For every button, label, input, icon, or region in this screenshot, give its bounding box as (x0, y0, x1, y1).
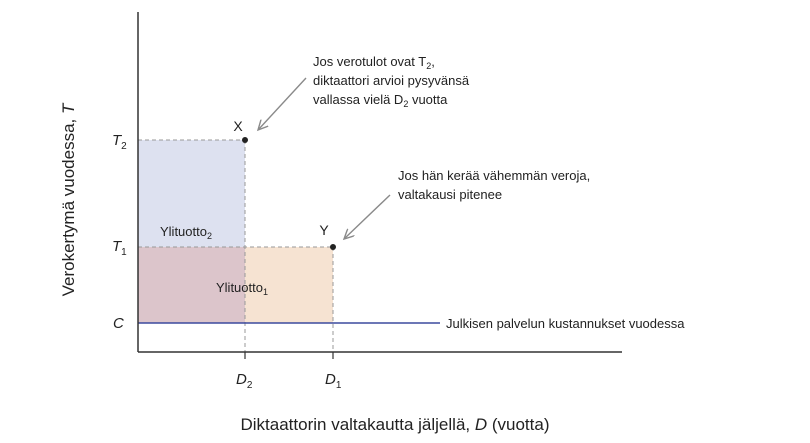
region-surplus2-label: Ylituotto$_2$ (160, 224, 212, 241)
point-y-label: Y (319, 222, 329, 238)
x-tick-d2-label: $D_2$ (236, 371, 253, 391)
y-axis-title: Verokertymä vuodessa, T (59, 103, 78, 297)
y-tick-t1: $T_1$ (112, 238, 127, 258)
cost-line-label: Julkisen palvelun kustannukset vuodessa (446, 316, 685, 331)
region-surplus1-label: Ylituotto$_1$ (216, 280, 268, 297)
y-tick-t2: $T_2$ (112, 132, 127, 152)
annotation-y-line1: Jos hän kerää vähemmän veroja, (398, 168, 591, 183)
annotation-x-line1: Jos verotulot ovat $T_2$, (313, 54, 435, 71)
annotation-y-line2: valtakausi pitenee (398, 187, 503, 202)
arrow-to-x (258, 78, 306, 130)
arrow-to-y (344, 195, 390, 239)
annotation-x-line3: vallassa vielä $D_2$ vuotta (313, 92, 448, 109)
point-x (242, 137, 248, 143)
point-x-label: X (233, 118, 243, 134)
x-axis-title: Diktaattorin valtakautta jäljellä, D (vuotta) (240, 415, 550, 434)
point-y (330, 244, 336, 250)
annotation-x-line2: diktaattori arvioi pysyvänsä (313, 73, 470, 88)
x-tick-d1-label: $D_1$ (325, 371, 342, 391)
y-tick-c: C (113, 315, 124, 332)
